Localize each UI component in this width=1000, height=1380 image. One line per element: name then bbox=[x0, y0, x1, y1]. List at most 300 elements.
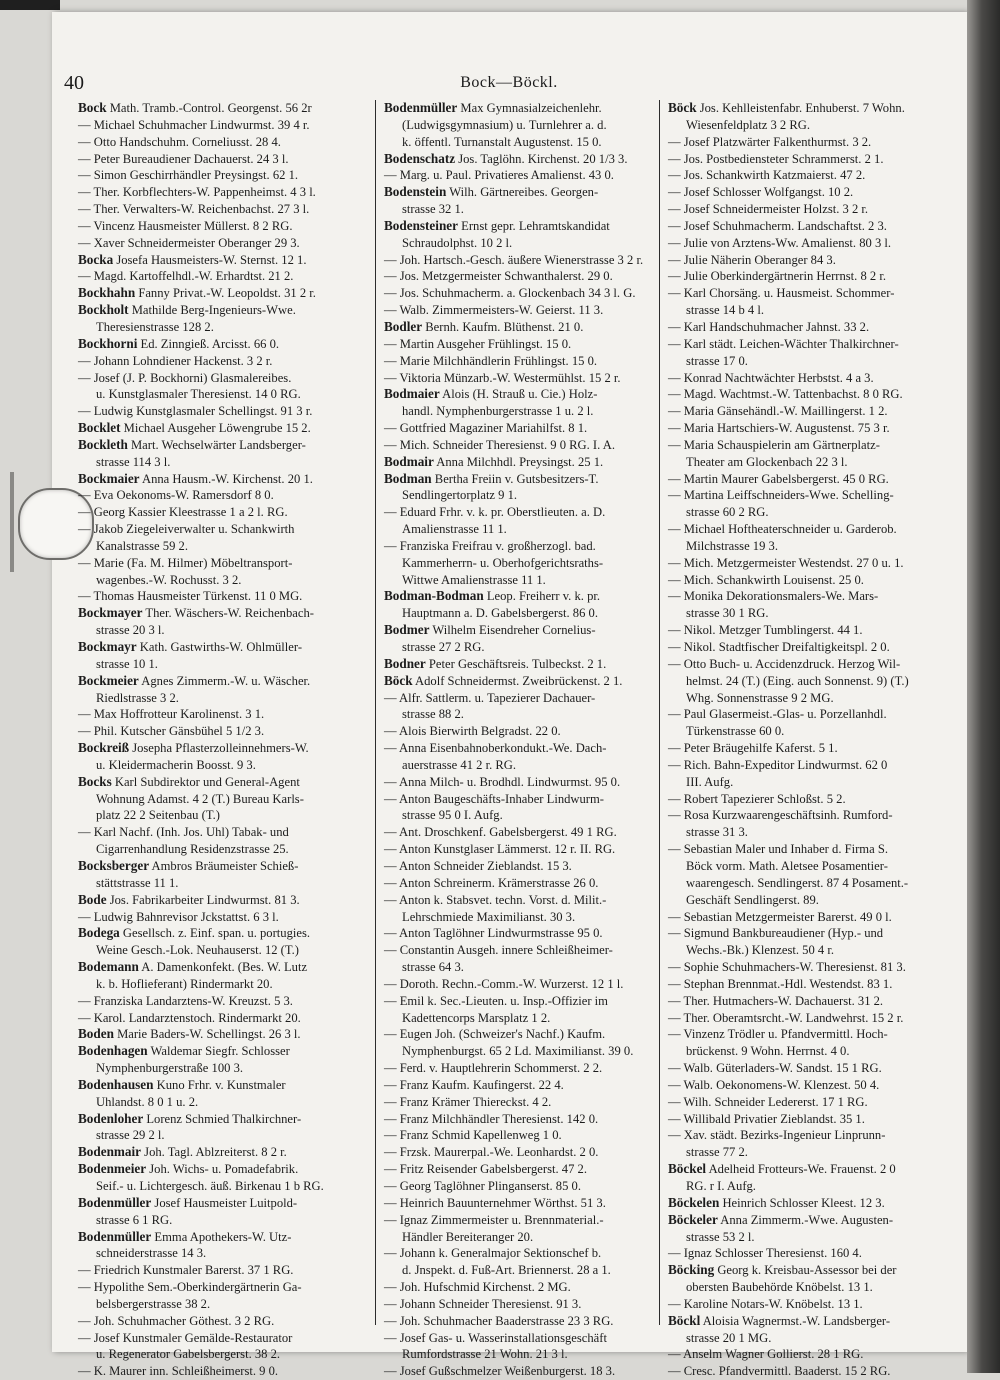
surname-headword: Boden bbox=[78, 1026, 114, 1042]
directory-entry-line bbox=[668, 235, 954, 252]
directory-entry-line bbox=[668, 875, 954, 892]
entry-text: Nymphenburgst. 65 2 Ld. Maximilianst. 39 0. bbox=[402, 1044, 634, 1059]
entry-text: — Johann Schneider Theresienst. 91 3. bbox=[384, 1296, 582, 1311]
entry-text: strasse 17 0. bbox=[686, 353, 748, 368]
directory-entry-line bbox=[668, 454, 954, 471]
entry-text: brückenst. 9 Wohn. Herrnst. 4 0. bbox=[686, 1044, 850, 1059]
entry-text: strasse 10 1. bbox=[96, 656, 158, 671]
surname-headword: Bodensteiner bbox=[384, 217, 458, 233]
entry-text: — Walb. Oekonomens-W. Klenzest. 50 4. bbox=[668, 1077, 880, 1092]
directory-entry-line bbox=[384, 909, 652, 926]
entry-text: Riedlstrasse 3 2. bbox=[96, 690, 179, 705]
directory-entry-line bbox=[78, 1094, 368, 1111]
surname-headword: Bockhahn bbox=[78, 285, 136, 301]
surname-headword: Bodmaier bbox=[384, 386, 440, 402]
directory-entry-line bbox=[384, 134, 652, 151]
directory-entry-headword-line bbox=[668, 1212, 954, 1229]
entry-text: — Martina Leiffschneiders-Wwe. Schelling- bbox=[668, 488, 894, 503]
directory-entry-line bbox=[78, 370, 368, 387]
entry-text: Kanalstrasse 59 2. bbox=[96, 538, 188, 553]
directory-entry-line bbox=[78, 1262, 368, 1279]
entry-text: — Paul Glasermeist.-Glas- u. Porzellanhdl. bbox=[668, 707, 887, 722]
entry-text: — Friedrich Kunstmaler Barerst. 37 1 RG. bbox=[78, 1263, 294, 1278]
directory-entry-headword-line bbox=[78, 471, 368, 488]
entry-text: — Joh. Hartsch.-Gesch. äußere Wienerstrasse 3 2 r. bbox=[384, 252, 644, 267]
surname-headword: Bockreiß bbox=[78, 740, 130, 756]
directory-entry-line bbox=[78, 521, 368, 538]
entry-text: — Josef Gas- u. Wasserinstallationsgeschäft bbox=[384, 1330, 607, 1345]
directory-entry-line bbox=[384, 285, 652, 302]
entry-text: Anna Milchhdl. Preysingst. 25 1. bbox=[433, 454, 604, 469]
entry-text: — Vincenz Hausmeister Müllerst. 8 2 RG. bbox=[78, 218, 293, 233]
surname-headword: Böckelen bbox=[668, 1194, 720, 1210]
entry-text: — Xav. städt. Bezirks-Ingenieur Linprunn- bbox=[668, 1128, 886, 1143]
directory-entry-line bbox=[384, 420, 652, 437]
surname-headword: Bodenmüller bbox=[78, 1194, 152, 1210]
entry-text: Mathilde Berg-Ingenieurs-Wwe. bbox=[128, 303, 296, 318]
entry-text: — Maria Schauspielerin am Gärtnerplatz- bbox=[668, 437, 880, 452]
entry-text: Wiesenfeldplatz 3 2 RG. bbox=[686, 117, 810, 132]
entry-text: — Sebastian Metzgermeister Barerst. 49 0 l. bbox=[668, 909, 892, 924]
directory-entry-line bbox=[668, 639, 954, 656]
entry-text: Gesellsch. z. Einf. span. u. portugies. bbox=[119, 926, 311, 941]
directory-entry-headword-line bbox=[78, 925, 368, 942]
directory-entry-line bbox=[668, 959, 954, 976]
entry-text: — Josef Schlosser Wolfgangst. 10 2. bbox=[668, 185, 854, 200]
entry-text: — Martin Maurer Gabelsbergerst. 45 0 RG. bbox=[668, 471, 889, 486]
entry-text: — Anselm Wagner Gollierst. 28 1 RG. bbox=[668, 1347, 864, 1362]
surname-headword: Böckel bbox=[668, 1161, 707, 1177]
directory-entry-line bbox=[668, 572, 954, 589]
directory-entry-line bbox=[384, 1094, 652, 1111]
directory-entry-line bbox=[78, 757, 368, 774]
entry-text: — Georg Taglöhner Plinganserst. 85 0. bbox=[384, 1179, 581, 1193]
directory-entry-line bbox=[78, 807, 368, 824]
entry-text: — Franz Schmid Kapellenweg 1 0. bbox=[384, 1128, 562, 1143]
entry-text: — Constantin Ausgeh. innere Schleißheimer- bbox=[384, 943, 613, 958]
entry-text: strasse 20 3 l. bbox=[96, 623, 165, 638]
directory-entry-line bbox=[384, 403, 652, 420]
directory-entry-line bbox=[668, 656, 954, 673]
directory-entry-line bbox=[78, 504, 368, 521]
entry-text: — Nikol. Stadtfischer Dreifaltigkeitspl. 2 0. bbox=[668, 640, 890, 654]
entry-text: Josepha Pflasterzolleinnehmers-W. bbox=[129, 741, 309, 756]
column-rule bbox=[659, 100, 660, 1325]
directory-entry-line bbox=[384, 521, 652, 538]
directory-entry-line bbox=[78, 690, 368, 707]
entry-text: Kammerherrn- u. Oberhofgerichtsraths- bbox=[402, 555, 604, 570]
directory-entry-line bbox=[78, 1346, 368, 1363]
directory-entry-line bbox=[78, 841, 368, 858]
directory-entry-line bbox=[668, 521, 954, 538]
directory-entry-line bbox=[78, 454, 368, 471]
directory-entry-line bbox=[668, 1026, 954, 1043]
directory-entry-headword-line bbox=[668, 100, 954, 117]
book-spine bbox=[967, 0, 1000, 1373]
entry-text: k. b. Hoflieferant) Rindermarkt 20. bbox=[96, 976, 273, 991]
entry-text: Wittwe Amalienstrasse 11 1. bbox=[402, 572, 546, 587]
entry-text: Whg. Sonnenstrasse 9 2 MG. bbox=[686, 690, 834, 705]
entry-text: obersten Baubehörde Knöbelst. 13 1. bbox=[686, 1280, 873, 1295]
directory-entry-line bbox=[384, 1043, 652, 1060]
directory-entry-line bbox=[384, 167, 652, 184]
directory-entry-line bbox=[78, 151, 368, 168]
entry-text: Waldemar Siegfr. Schlosser bbox=[147, 1044, 290, 1059]
entry-text: — Max Hoffrotteur Karolinenst. 3 1. bbox=[78, 707, 265, 722]
surname-headword: Bodman bbox=[384, 470, 432, 486]
directory-entry-line bbox=[384, 1363, 652, 1380]
directory-entry-line bbox=[384, 740, 652, 757]
directory-entry-line bbox=[384, 1010, 652, 1027]
entry-text: — Joh. Schuhmacher Baaderstrasse 23 3 RG. bbox=[384, 1313, 614, 1328]
entry-text: Schraudolphst. 10 2 l. bbox=[402, 235, 513, 250]
directory-entry-line bbox=[78, 1296, 368, 1313]
directory-entry-line bbox=[668, 555, 954, 572]
entry-text: Lehrschmiede Maximilianst. 30 3. bbox=[402, 909, 576, 924]
entry-text: Kath. Gastwirths-W. Ohlmüller- bbox=[136, 640, 303, 654]
entry-text: strasse 60 2 RG. bbox=[686, 505, 769, 520]
directory-entry-line bbox=[384, 201, 652, 218]
directory-entry-line bbox=[384, 639, 652, 656]
entry-text: strasse 30 1 RG. bbox=[686, 606, 769, 621]
entry-text: — Konrad Nachtwächter Herbstst. 4 a 3. bbox=[668, 370, 874, 385]
entry-text: — Franz Krämer Thiereckst. 4 2. bbox=[384, 1094, 552, 1109]
surname-headword: Bodenschatz bbox=[384, 150, 456, 166]
directory-entry-line bbox=[668, 117, 954, 134]
directory-entry-headword-line bbox=[78, 100, 368, 117]
entry-text: Mart. Wechselwärter Landsberger- bbox=[127, 437, 306, 452]
entry-text: Böck vorm. Math. Aletsee Posamentier- bbox=[686, 858, 888, 873]
binding-edge bbox=[10, 472, 14, 572]
directory-entry-line bbox=[78, 1313, 368, 1330]
directory-entry-line bbox=[78, 487, 368, 504]
directory-entry-line bbox=[668, 1346, 954, 1363]
directory-entry-line bbox=[384, 858, 652, 875]
directory-entry-headword-line bbox=[78, 959, 368, 976]
directory-entry-line bbox=[668, 353, 954, 370]
entry-text: — Otto Handschuhm. Corneliusst. 28 4. bbox=[78, 134, 281, 149]
entry-text: Theresienstrasse 128 2. bbox=[96, 319, 214, 334]
entry-text: strasse 64 3. bbox=[402, 960, 464, 975]
surname-headword: Böck bbox=[668, 100, 697, 115]
directory-entry-line bbox=[668, 538, 954, 555]
entry-text: Cigarrenhandlung Residenzstrasse 25. bbox=[96, 842, 289, 857]
entry-text: A. Damenkonfekt. (Bes. W. Lutz bbox=[138, 960, 308, 975]
entry-text: RG. r I. Aufg. bbox=[686, 1179, 756, 1193]
entry-text: — Sophie Schuhmachers-W. Theresienst. 81 3. bbox=[668, 960, 906, 975]
entry-text: — Jos. Postbediensteter Schrammerst. 2 1. bbox=[668, 151, 884, 166]
directory-entry-line bbox=[668, 858, 954, 875]
directory-entry-headword-line bbox=[384, 319, 652, 336]
directory-entry-line bbox=[78, 218, 368, 235]
surname-headword: Bodmair bbox=[384, 453, 434, 469]
entry-text: handl. Nymphenburgerstrasse 1 u. 2 l. bbox=[402, 404, 594, 419]
directory-entry-headword-line bbox=[78, 673, 368, 690]
entry-text: — Ludwig Bahnrevisor Jckstattst. 6 3 l. bbox=[78, 909, 279, 924]
entry-text: — Mich. Schankwirth Louisenst. 25 0. bbox=[668, 572, 864, 587]
surname-headword: Bockholt bbox=[78, 302, 129, 318]
directory-entry-line bbox=[78, 268, 368, 285]
entry-text: III. Aufg. bbox=[686, 774, 734, 789]
directory-entry-line bbox=[668, 403, 954, 420]
entry-text: — Gottfried Magaziner Mariahilfst. 8 1. bbox=[384, 421, 588, 436]
directory-entry-line bbox=[78, 319, 368, 336]
directory-entry-line bbox=[668, 588, 954, 605]
directory-entry-line bbox=[668, 167, 954, 184]
entry-text: Josef Hausmeister Luitpold- bbox=[151, 1195, 298, 1210]
entry-text: — Josef (J. P. Bockhorni) Glasmalereibes. bbox=[78, 370, 292, 385]
directory-entry-line bbox=[78, 1279, 368, 1296]
entry-text: — Ferd. v. Hauptlehrerin Schommerst. 2 2. bbox=[384, 1061, 603, 1076]
directory-entry-line bbox=[668, 218, 954, 235]
directory-entry-line bbox=[78, 353, 368, 370]
directory-entry-line bbox=[384, 774, 652, 791]
entry-text: Sendlingertorplatz 9 1. bbox=[402, 488, 518, 503]
entry-text: waarengesch. Sendlingerst. 87 4 Posament.- bbox=[686, 875, 909, 890]
surname-headword: Bodenstein bbox=[384, 184, 447, 200]
entry-text: — Phil. Kutscher Gänsbühel 5 1/2 3. bbox=[78, 724, 265, 739]
scan-edge bbox=[0, 0, 60, 10]
directory-entry-line bbox=[384, 605, 652, 622]
entry-text: Georg k. Kreisbau-Assessor bei der bbox=[714, 1263, 897, 1278]
entry-text: strasse 14 b 4 l. bbox=[686, 303, 765, 318]
directory-entry-headword-line bbox=[78, 774, 368, 791]
directory-entry-line bbox=[668, 1296, 954, 1313]
entry-text: Nymphenburgerstraße 100 3. bbox=[96, 1061, 244, 1076]
entry-text: strasse 20 1 MG. bbox=[686, 1330, 772, 1345]
entry-text: — Ludwig Kunstglasmaler Schellingst. 91 3 r. bbox=[78, 404, 313, 419]
directory-entry-line bbox=[384, 1296, 652, 1313]
directory-entry-headword-line bbox=[78, 1195, 368, 1212]
entry-text: Bertha Freiin v. Gutsbesitzers-T. bbox=[431, 471, 599, 486]
directory-entry-line bbox=[384, 1229, 652, 1246]
entry-text: — Hypolithe Sem.-Oberkindergärtnerin Ga- bbox=[78, 1280, 302, 1295]
entry-text: — Ther. Verwalters-W. Reichenbachst. 27 3 l. bbox=[78, 202, 310, 217]
entry-text: — Anton Kunstglaser Lämmerst. 12 r. II. RG. bbox=[384, 842, 616, 857]
entry-text: — Mich. Schneider Theresienst. 9 0 RG. I. A. bbox=[384, 437, 615, 452]
directory-entry-line bbox=[78, 386, 368, 403]
directory-entry-headword-line bbox=[384, 673, 652, 690]
directory-entry-line bbox=[384, 302, 652, 319]
entry-text: Ernst gepr. Lehramtskandidat bbox=[458, 218, 610, 233]
directory-entry-line bbox=[668, 757, 954, 774]
entry-text: — Anton Taglöhner Lindwurmstrasse 95 0. bbox=[384, 926, 603, 941]
directory-entry-line bbox=[384, 1279, 652, 1296]
entry-text: Karl Subdirektor und General-Agent bbox=[111, 774, 300, 789]
directory-entry-line bbox=[78, 555, 368, 572]
entry-text: Jos. Taglöhn. Kirchenst. 20 1/3 3. bbox=[455, 151, 628, 166]
directory-entry-line bbox=[78, 201, 368, 218]
entry-text: strasse 6 1 RG. bbox=[96, 1212, 173, 1227]
surname-headword: Bodenmeier bbox=[78, 1161, 147, 1177]
directory-entry-line bbox=[384, 1144, 652, 1161]
directory-entry-line bbox=[668, 471, 954, 488]
entry-text: strasse 31 3. bbox=[686, 825, 748, 840]
directory-entry-line bbox=[384, 538, 652, 555]
directory-entry-headword-line bbox=[78, 858, 368, 875]
entry-text: Händler Bereiteranger 20. bbox=[402, 1229, 534, 1244]
entry-text: — Stephan Brennmat.-Hdl. Westendst. 83 1. bbox=[668, 976, 893, 991]
surname-headword: Böcking bbox=[668, 1262, 715, 1278]
entry-text: strasse 95 0 I. Aufg. bbox=[402, 808, 503, 823]
entry-text: Anna Hausm.-W. Kirchenst. 20 1. bbox=[139, 471, 313, 486]
entry-text: — Michael Hoftheaterschneider u. Garderob. bbox=[668, 522, 897, 537]
entry-text: — Karl städt. Leichen-Wächter Thalkirchner- bbox=[668, 336, 899, 351]
entry-text: — Vinzenz Trödler u. Pfandvermittl. Hoch- bbox=[668, 1027, 888, 1042]
entry-text: — Julie Näherin Oberanger 84 3. bbox=[668, 252, 836, 267]
directory-entry-headword-line bbox=[384, 622, 652, 639]
directory-entry-headword-line bbox=[78, 740, 368, 757]
directory-entry-line bbox=[384, 807, 652, 824]
directory-entry-line bbox=[78, 622, 368, 639]
directory-entry-line bbox=[668, 605, 954, 622]
directory-entry-line bbox=[668, 1010, 954, 1027]
directory-entry-line bbox=[668, 673, 954, 690]
surname-headword: Bockmayr bbox=[78, 639, 137, 654]
entry-text: — Heinrich Bauunternehmer Wörthst. 51 3. bbox=[384, 1195, 606, 1210]
entry-text: — Jos. Schuhmacherm. a. Glockenbach 34 3 l. G. bbox=[384, 286, 636, 301]
entry-text: — Josef Schuhmacherm. Landschaftst. 2 3. bbox=[668, 218, 887, 233]
entry-text: — Franziska Landarztens-W. Kreuzst. 5 3. bbox=[78, 993, 293, 1008]
entry-text: — Simon Geschirrhändler Preysingst. 62 1. bbox=[78, 168, 299, 183]
entry-text: — Eva Oekonoms-W. Ramersdorf 8 0. bbox=[78, 488, 274, 503]
surname-headword: Böck bbox=[384, 672, 413, 688]
entry-text: Ambros Bräumeister Schieß- bbox=[149, 858, 299, 873]
entry-text: — Alfr. Sattlerm. u. Tapezierer Dachauer- bbox=[384, 690, 596, 705]
directory-entry-line bbox=[384, 706, 652, 723]
entry-text: — Mich. Metzgermeister Westendst. 27 0 u. 1. bbox=[668, 555, 904, 570]
directory-entry-line bbox=[668, 252, 954, 269]
entry-text: — Karl Handschuhmacher Jahnst. 33 2. bbox=[668, 319, 870, 334]
directory-entry-line bbox=[78, 1127, 368, 1144]
directory-entry-line bbox=[668, 1229, 954, 1246]
directory-entry-headword-line bbox=[668, 1161, 954, 1178]
directory-entry-headword-line bbox=[384, 454, 652, 471]
entry-text: — Emil k. Sec.-Lieuten. u. Insp.-Offizier im bbox=[384, 993, 608, 1008]
entry-text: — Ignaz Zimmermeister u. Brennmaterial.- bbox=[384, 1212, 604, 1227]
entry-text: schneiderstrasse 14 3. bbox=[96, 1246, 207, 1261]
entry-text: — Eugen Joh. (Schweizer's Nachf.) Kaufm. bbox=[384, 1027, 606, 1042]
directory-entry-line bbox=[384, 723, 652, 740]
column-rule bbox=[375, 100, 376, 1325]
directory-entry-line bbox=[384, 117, 652, 134]
directory-entry-line bbox=[668, 706, 954, 723]
directory-entry-headword-line bbox=[78, 892, 368, 909]
entry-text: Wilh. Gärtnereibes. Georgen- bbox=[446, 185, 599, 200]
directory-entry-line bbox=[384, 1346, 652, 1363]
directory-entry-headword-line bbox=[668, 1313, 954, 1330]
entry-text: — Sigmund Bankbureaudiener (Hyp.- und bbox=[668, 926, 884, 941]
entry-text: — Peter Bräugehilfe Kaferst. 5 1. bbox=[668, 741, 838, 756]
entry-text: — Ignaz Schlosser Theresienst. 160 4. bbox=[668, 1246, 862, 1261]
directory-entry-line bbox=[78, 1010, 368, 1027]
directory-entry-line bbox=[384, 370, 652, 387]
entry-text: — Nikol. Metzger Tumblingerst. 44 1. bbox=[668, 623, 863, 638]
entry-text: Wohnung Adamst. 4 2 (T.) Bureau Karls- bbox=[96, 791, 304, 806]
directory-entry-line bbox=[78, 942, 368, 959]
entry-text: Uhlandst. 8 0 1 u. 2. bbox=[96, 1094, 199, 1109]
directory-entry-line bbox=[78, 403, 368, 420]
surname-headword: Bockhorni bbox=[78, 335, 138, 351]
directory-entry-line bbox=[384, 437, 652, 454]
directory-entry-line bbox=[668, 723, 954, 740]
directory-entry-headword-line bbox=[78, 302, 368, 319]
directory-entry-headword-line bbox=[384, 100, 652, 117]
directory-entry-headword-line bbox=[384, 151, 652, 168]
entry-text: — Joh. Schuhmacher Göthest. 3 2 RG. bbox=[78, 1313, 275, 1328]
directory-entry-line bbox=[78, 1212, 368, 1229]
entry-text: — Frzsk. Maurerpal.-We. Leonhardst. 2 0. bbox=[384, 1145, 599, 1160]
directory-column-3 bbox=[668, 100, 954, 1379]
directory-entry-line bbox=[668, 740, 954, 757]
entry-text: — Karl Nachf. (Inh. Jos. Uhl) Tabak- und bbox=[78, 825, 289, 840]
surname-headword: Bodman-Bodman bbox=[384, 588, 484, 604]
directory-entry-line bbox=[668, 1094, 954, 1111]
directory-entry-line bbox=[78, 875, 368, 892]
entry-text: — Ther. Hutmachers-W. Dachauerst. 31 2. bbox=[668, 993, 884, 1008]
surname-headword: Bodenmüller bbox=[78, 1228, 152, 1244]
directory-entry-headword-line bbox=[78, 1043, 368, 1060]
directory-entry-line bbox=[668, 942, 954, 959]
directory-entry-line bbox=[668, 504, 954, 521]
directory-entry-line bbox=[668, 134, 954, 151]
entry-text: — Fritz Reisender Gabelsbergerst. 47 2. bbox=[384, 1162, 587, 1177]
surname-headword: Bodemann bbox=[78, 959, 139, 975]
entry-text: — Martin Ausgeher Frühlingst. 15 0. bbox=[384, 336, 572, 351]
directory-entry-line bbox=[384, 1127, 652, 1144]
entry-text: — Anton Baugeschäfts-Inhaber Lindwurm- bbox=[384, 791, 604, 806]
directory-entry-line bbox=[78, 1363, 368, 1380]
surname-headword: Bocksberger bbox=[78, 857, 150, 873]
surname-headword: Bockmeier bbox=[78, 672, 139, 688]
surname-headword: Bocka bbox=[78, 251, 114, 267]
directory-entry-line bbox=[668, 1111, 954, 1128]
directory-entry-line bbox=[668, 993, 954, 1010]
directory-entry-line bbox=[384, 487, 652, 504]
entry-text: strasse 32 1. bbox=[402, 202, 464, 217]
directory-entry-headword-line bbox=[78, 1077, 368, 1094]
directory-entry-line bbox=[78, 656, 368, 673]
entry-text: u. Kunstglasmaler Theresienst. 14 0 RG. bbox=[96, 387, 301, 402]
directory-entry-line bbox=[78, 117, 368, 134]
entry-text: Adelheid Frotteurs-We. Frauenst. 2 0 bbox=[706, 1162, 896, 1177]
directory-column-2 bbox=[384, 100, 652, 1379]
surname-headword: Bodega bbox=[78, 925, 120, 941]
entry-text: Adolf Schneidermst. Zweibrückenst. 2 1. bbox=[412, 673, 623, 688]
entry-text: — Cresc. Pfandvermittl. Baaderst. 15 2 RG. bbox=[668, 1364, 891, 1379]
directory-entry-line bbox=[78, 167, 368, 184]
directory-entry-line bbox=[668, 319, 954, 336]
directory-entry-line bbox=[668, 285, 954, 302]
directory-entry-line bbox=[384, 252, 652, 269]
surname-headword: Böckeler bbox=[668, 1211, 718, 1227]
entry-text: — Jakob Ziegeleiverwalter u. Schankwirth bbox=[78, 522, 295, 537]
entry-text: Heinrich Schlosser Kleest. 12 3. bbox=[719, 1195, 885, 1210]
entry-text: stättstrasse 11 1. bbox=[96, 875, 179, 890]
directory-entry-headword-line bbox=[78, 1111, 368, 1128]
directory-entry-line bbox=[384, 892, 652, 909]
directory-entry-line bbox=[78, 1060, 368, 1077]
entry-text: — Georg Kassier Kleestrasse 1 a 2 l. RG. bbox=[78, 505, 288, 520]
entry-text: — Johann Lohndiener Hackenst. 3 2 r. bbox=[78, 353, 273, 368]
entry-text: strasse 27 2 RG. bbox=[402, 640, 485, 654]
entry-text: — Julie Oberkindergärtnerin Herrnst. 8 2 r. bbox=[668, 269, 887, 284]
entry-text: strasse 114 3 l. bbox=[96, 454, 171, 469]
entry-text: — Otto Buch- u. Accidenzdruck. Herzog Wil- bbox=[668, 656, 901, 671]
directory-entry-line bbox=[384, 1313, 652, 1330]
directory-entry-line bbox=[668, 487, 954, 504]
directory-entry-line bbox=[384, 504, 652, 521]
